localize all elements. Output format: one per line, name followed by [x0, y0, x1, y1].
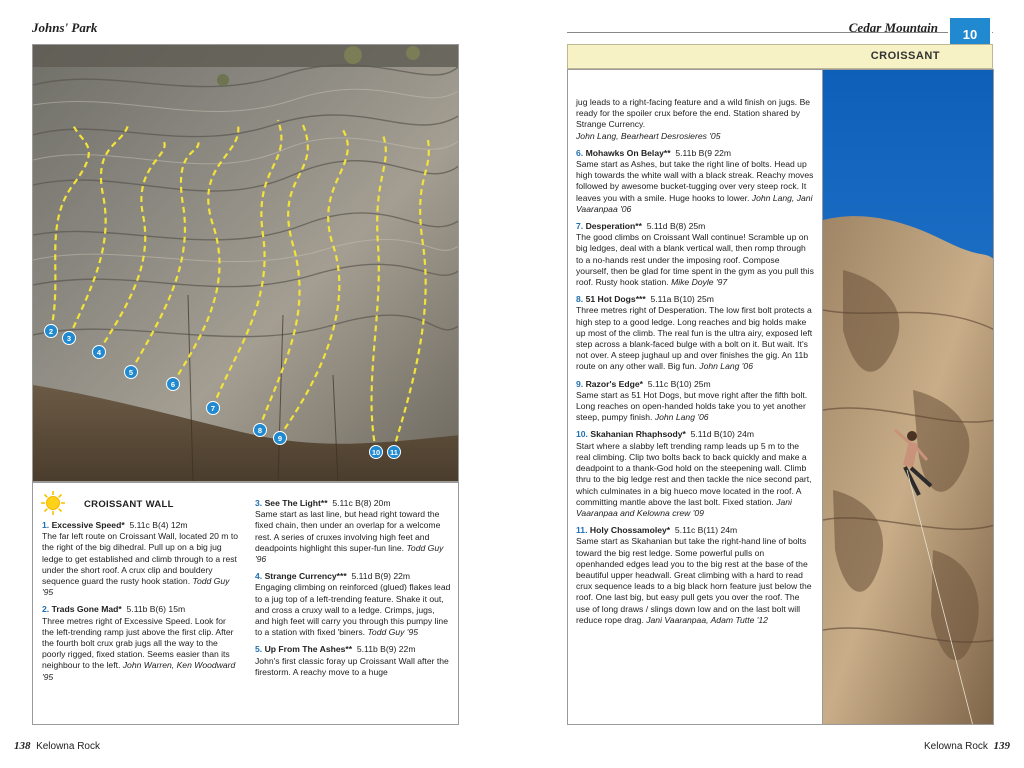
route-name: Excessive Speed* — [51, 520, 125, 530]
route-entry — [576, 525, 814, 626]
route-number: 6. — [576, 147, 584, 158]
left-column-2 — [255, 498, 451, 684]
left-folio — [14, 740, 100, 752]
route-credit: Jani Vaaranpaa, Adam Tutte '12 — [646, 614, 768, 625]
route-entry — [576, 294, 814, 372]
route-entry — [255, 498, 451, 565]
route-marker: 5 — [124, 365, 138, 379]
page-number: 139 — [993, 740, 1010, 752]
route-description: Three metres right of Excessive Speed. Look for the left-trending ramp just above the first clip. After the fourth bolt crux grab jugs all the way to the poorly rigged, fixed station. Seems easier than its neighbour to the left. — [42, 615, 234, 671]
wall-topo-drawing — [33, 45, 459, 482]
route-description: Engaging climbing on reinforced (glued) flakes lead to a jug top of a left-trending feature. Shake it out, and cross a cruxy wall to a ledge. Crimps, jugs, and high feet will carry you through this pumpy line to a station with fixed 'biners. — [255, 582, 451, 638]
route-marker: 11 — [387, 445, 401, 459]
book-title: Kelowna Rock — [924, 741, 988, 752]
route-credit: John Warren, Ken Woodward '95 — [42, 660, 236, 682]
route-credit: John Lang '06 — [699, 361, 753, 372]
route-name: Trads Gone Mad* — [51, 604, 122, 615]
route-grade: 5.11c B(10) 25m — [647, 378, 711, 389]
chapter-tab: 10 — [948, 16, 992, 50]
route-credit: Jani Vaaranpaa and Kelowna crew '09 — [576, 496, 792, 518]
climber-photo-drawing — [823, 70, 994, 725]
route-description: John's first classic foray up Croissant Wall after the firestorm. A reachy move to a huge — [255, 655, 449, 677]
route-marker: 10 — [369, 445, 383, 459]
route-grade: 5.11b B(9 22m — [675, 147, 732, 158]
wall-section-title: CROISSANT WALL — [84, 499, 174, 510]
route-grade: 5.11d B(10) 24m — [690, 429, 755, 440]
route-name: See The Light** — [264, 498, 328, 508]
route-number: 1. — [42, 520, 50, 530]
route-grade: 5.11c B(8) 20m — [332, 498, 391, 508]
route-credit: John Lang, Jani Vaaranpaa '06 — [576, 192, 813, 214]
route-description: jug leads to a right-facing feature and a wild finish on jugs. Be ready for the spoiler crux before the end. Station shared by Strange Currency. — [576, 97, 811, 130]
route-number: 4. — [255, 571, 263, 582]
route-number: 7. — [576, 221, 584, 232]
section-bar-title: CROISSANT — [870, 50, 940, 62]
route-entry — [576, 429, 814, 519]
route-name: 51 Hot Dogs*** — [585, 294, 646, 305]
route-description: Same start as last line, but head right toward the fixed chain, then under an overlap for a welcome rest. A series of cruxes involving high feet and deadpoints highlight this super-fun line. — [255, 509, 441, 553]
route-number: 8. — [576, 294, 584, 305]
route-description: Same start as 51 Hot Dogs, but move right after the fifth bolt. Long reaches on open-handed holds take you to yet another steep, pumpy finish. — [576, 389, 808, 423]
route-marker: 4 — [92, 345, 106, 359]
route-description: Three metres right of Desperation. The low first bolt protects a high step to a good ledge. Long reaches and big holds make up most of the climb. The real fun is the ultra airy, exposed left step across a blank-faced bulge with a bolt on it. But wait. It's not over. A steep jughaul up and over finishes the gig. An 11b route on any other wall. Big fun. — [576, 305, 813, 372]
route-number: 5. — [255, 644, 263, 655]
route-credit: John Lang, Bearheart Desrosieres '05 — [576, 130, 721, 141]
route-name: Razor's Edge* — [585, 378, 644, 389]
route-marker: 6 — [166, 377, 180, 391]
route-credit: Mike Doyle '97 — [671, 277, 728, 288]
route-credit: Todd Guy '95 — [42, 576, 230, 598]
route-grade: 5.11b B(6) 15m — [126, 604, 186, 615]
route-number: 3. — [255, 498, 263, 508]
route-marker: 2 — [44, 324, 58, 338]
route-entry — [42, 520, 240, 598]
route-credit: Todd Guy '95 — [367, 627, 419, 638]
route-credit: John Lang '06 — [654, 412, 709, 423]
route-entry — [576, 221, 814, 288]
route-grade: 5.11b B(9) 22m — [356, 644, 416, 655]
route-grade: 5.11a B(10) 25m — [650, 294, 714, 305]
route-name: Up From The Ashes** — [264, 644, 353, 655]
route-name: Mohawks On Belay** — [585, 147, 671, 158]
route-grade: 5.11c B(4) 12m — [129, 520, 188, 530]
route-description: The good climbs on Croissant Wall continue! Scramble up on big ledges, deal with a blank vertical wall, then romp through to a no-hands rest under the imposing roof. Compose yourself, then be glad for time spent in the gym as you pull this roof. Rusty hook station. — [576, 232, 814, 288]
route-entry — [576, 379, 814, 424]
route-marker: 7 — [206, 401, 220, 415]
route-description: Same start as Skahanian but take the right-hand line of bolts toward the big rest ledge. Some powerful pulls on openhanded edges lead you to the big rest at the base of the beautiful upper headwall. Great climbing with a hard to read crux sequence leads to a big black horn feature just below the roof. One last big, but easy pull gets you over the roof. The use of long draws / slings down low and on the last bolt will reduce rope drag. — [576, 536, 812, 625]
left-running-header: Johns' Park — [32, 20, 98, 35]
route-name: Strange Currency*** — [264, 571, 347, 582]
book-title: Kelowna Rock — [36, 741, 100, 752]
route-number: 10. — [576, 429, 588, 440]
left-column-1 — [42, 520, 240, 689]
route-grade: 5.11c B(11) 24m — [674, 525, 738, 536]
route-grade: 5.11d B(9) 22m — [351, 571, 411, 582]
route-number: 2. — [42, 604, 50, 615]
route-description: The far left route on Croissant Wall, located 20 m to the right of the big dihedral. Pull up on a big jug ledge to get established and climb through to a rest under the short roof. A crux clip and bouldery sequence guard the rusty hook station. — [42, 531, 238, 587]
route-number: 11. — [576, 525, 588, 536]
route-continuation — [576, 97, 814, 142]
sun-icon — [40, 490, 66, 516]
route-entry — [255, 644, 451, 678]
route-entry — [255, 571, 451, 638]
route-marker: 9 — [273, 431, 287, 445]
route-credit: Todd Guy '96 — [255, 542, 444, 565]
route-number: 9. — [576, 378, 584, 389]
section-bar — [567, 44, 993, 69]
page-number: 138 — [14, 740, 31, 752]
route-grade: 5.11d B(8) 25m — [646, 221, 706, 232]
route-entry — [576, 148, 814, 215]
right-folio — [924, 740, 1010, 752]
climber-photo — [822, 69, 994, 725]
route-name: Holy Chossamoley* — [589, 525, 671, 536]
croissant-wall-photo — [32, 44, 459, 482]
route-marker: 3 — [62, 331, 76, 345]
route-entry — [42, 604, 240, 682]
route-description: Start where a slabby left trending ramp leads up 5 m to the real climbing. Clip two bolts back to back quickly and make a deadpoint to a thank-God hold on the steepening wall. Climb thru to the big ledge rest and then tackle the nice second part, which culminates in a big hueco move located in the roof. A committing mantle above the last bolt. Fixed station. — [576, 440, 812, 507]
right-text-column — [576, 97, 814, 632]
route-marker: 8 — [253, 423, 267, 437]
route-name: Skahanian Rhaphsody* — [590, 429, 686, 440]
right-running-header: Cedar Mountain — [848, 20, 938, 35]
route-description: Same start as Ashes, but take the right line of bolts. Head up high towards the white wall with a black streak. Reachy moves followed by awesome bucket-tugging over very steep rock. It leaves you with a smile. Huge hooks to lower. — [576, 159, 814, 203]
route-name: Desperation** — [585, 221, 642, 232]
